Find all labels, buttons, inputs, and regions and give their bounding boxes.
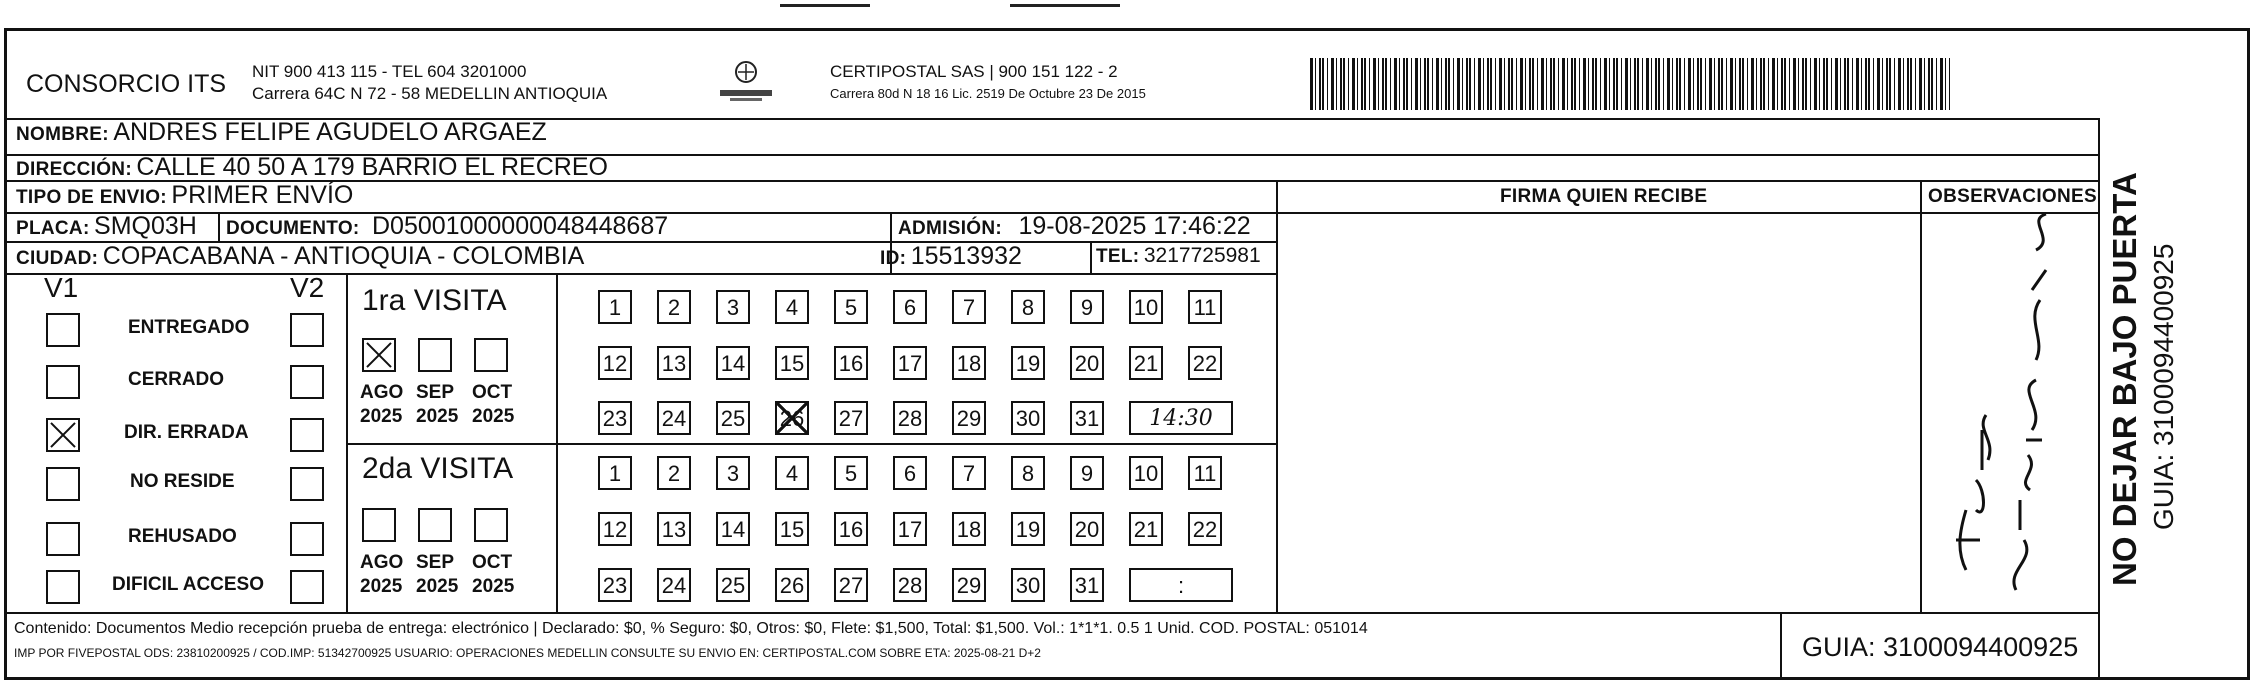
year-label: 2025 <box>416 576 459 597</box>
v1-checkbox[interactable] <box>46 467 80 501</box>
documento-label: DOCUMENTO: <box>226 218 360 239</box>
v1-checkbox[interactable] <box>46 570 80 604</box>
month-checkbox[interactable] <box>418 338 452 372</box>
second-visit-day[interactable]: 25 <box>716 568 750 602</box>
first-visit-day[interactable]: 18 <box>952 346 986 380</box>
second-visit-day[interactable]: 5 <box>834 456 868 490</box>
month-label: OCT <box>472 382 513 403</box>
first-visit-day[interactable]: 3 <box>716 290 750 324</box>
ciudad-row <box>16 242 584 271</box>
second-visit-day[interactable]: 19 <box>1011 512 1045 546</box>
firma-label: FIRMA QUIEN RECIBE <box>1500 186 1708 207</box>
first-visit-day[interactable]: 31 <box>1070 401 1104 435</box>
first-visit-day[interactable]: 29 <box>952 401 986 435</box>
status-option-label: NO RESIDE <box>130 471 235 492</box>
row-divider <box>6 273 1278 275</box>
first-visit-day[interactable]: 11 <box>1188 290 1222 324</box>
tel-row <box>1096 244 1261 268</box>
direccion-value: CALLE 40 50 A 179 BARRIO EL RECREO <box>136 153 608 181</box>
second-visit-day[interactable]: 29 <box>952 568 986 602</box>
first-visit-day[interactable]: 22 <box>1188 346 1222 380</box>
top-rule <box>780 4 870 7</box>
first-visit-day[interactable]: 23 <box>598 401 632 435</box>
handwritten-observation <box>1936 210 2086 610</box>
v2-label: V2 <box>290 272 325 303</box>
id-row <box>880 242 1022 271</box>
second-visit-day[interactable]: 15 <box>775 512 809 546</box>
v1-checkbox[interactable] <box>46 365 80 399</box>
id-label: ID: <box>880 248 907 269</box>
v2-checkbox[interactable] <box>290 522 324 556</box>
second-visit-day[interactable]: 9 <box>1070 456 1104 490</box>
nombre-label: NOMBRE: <box>16 124 109 145</box>
side-warning: NO DEJAR BAJO PUERTA <box>2106 172 2143 586</box>
visit-divider <box>346 443 1278 445</box>
col-divider <box>1090 241 1092 273</box>
first-visit-day[interactable]: 12 <box>598 346 632 380</box>
v2-checkbox[interactable] <box>290 313 324 347</box>
first-visit-day[interactable]: 16 <box>834 346 868 380</box>
second-visit-day[interactable]: 28 <box>893 568 927 602</box>
first-visit-day[interactable]: 8 <box>1011 290 1045 324</box>
month-label: AGO <box>360 382 404 403</box>
year-label: 2025 <box>360 406 403 427</box>
second-visit-day[interactable]: 26 <box>775 568 809 602</box>
first-visit-day[interactable]: 26 <box>775 401 809 435</box>
first-visit-day[interactable]: 10 <box>1129 290 1163 324</box>
tel-label: TEL: <box>1096 246 1140 267</box>
second-visit-day[interactable]: 1 <box>598 456 632 490</box>
second-visit-title: 2da VISITA <box>362 452 514 485</box>
tel-value: 3217725981 <box>1143 244 1261 267</box>
year-label: 2025 <box>472 406 515 427</box>
first-visit-day[interactable]: 2 <box>657 290 691 324</box>
col-divider <box>1276 180 1278 612</box>
placa-label: PLACA: <box>16 218 90 239</box>
second-visit-day[interactable]: 16 <box>834 512 868 546</box>
first-visit-day[interactable]: 24 <box>657 401 691 435</box>
certipostal-logo <box>716 58 776 104</box>
month-checkbox[interactable] <box>474 338 508 372</box>
second-visit-day[interactable]: 23 <box>598 568 632 602</box>
footer-line-2: IMP POR FIVEPOSTAL ODS: 23810200925 / COD.IMP: 51342700925 USUARIO: OPERACIONES MEDELLIN CONSULTE SU ENVIO EN: CERTIPOSTAL.COM SOBRE ETA: 2025-08-21 D+2 <box>14 646 1041 660</box>
top-rule <box>1010 4 1120 7</box>
year-label: 2025 <box>360 576 403 597</box>
first-visit-title: 1ra VISITA <box>362 284 507 317</box>
second-visit-day[interactable]: 13 <box>657 512 691 546</box>
status-option-label: REHUSADO <box>128 526 237 547</box>
ciudad-value: COPACABANA - ANTIOQUIA - COLOMBIA <box>102 242 585 270</box>
tipo-row <box>16 181 353 210</box>
month-label: AGO <box>360 552 404 573</box>
documento-value: D05001000000048448687 <box>372 212 669 240</box>
row-divider <box>6 612 2100 614</box>
company-line-2: Carrera 64C N 72 - 58 MEDELLIN ANTIOQUIA <box>252 84 608 103</box>
first-visit-day[interactable]: 6 <box>893 290 927 324</box>
footer-guia: GUIA: 3100094400925 <box>1802 632 2079 662</box>
second-visit-day[interactable]: 12 <box>598 512 632 546</box>
second-visit-day[interactable]: 3 <box>716 456 750 490</box>
admision-label: ADMISIÓN: <box>898 218 1003 239</box>
month-checkbox[interactable] <box>418 508 452 542</box>
right-border <box>2098 118 2100 680</box>
v1-checkbox[interactable] <box>46 418 80 452</box>
month-checkbox[interactable] <box>474 508 508 542</box>
first-visit-day[interactable]: 15 <box>775 346 809 380</box>
month-label: SEP <box>416 552 455 573</box>
second-visit-day[interactable]: 27 <box>834 568 868 602</box>
v2-checkbox[interactable] <box>290 467 324 501</box>
year-label: 2025 <box>416 406 459 427</box>
first-visit-day[interactable]: 28 <box>893 401 927 435</box>
direccion-row <box>16 153 608 182</box>
second-visit-day[interactable]: 2 <box>657 456 691 490</box>
v2-checkbox[interactable] <box>290 365 324 399</box>
carrier-line-1: CERTIPOSTAL SAS | 900 151 122 - 2 <box>830 62 1118 81</box>
v1-checkbox[interactable] <box>46 522 80 556</box>
second-visit-day[interactable]: 21 <box>1129 512 1163 546</box>
second-visit-day[interactable]: 14 <box>716 512 750 546</box>
observaciones-label: OBSERVACIONES <box>1928 186 2097 207</box>
first-visit-day[interactable]: 17 <box>893 346 927 380</box>
documento-row <box>226 212 668 241</box>
month-label: OCT <box>472 552 513 573</box>
admision-value: 19-08-2025 17:46:22 <box>1018 212 1251 240</box>
second-visit-day[interactable]: 8 <box>1011 456 1045 490</box>
month-checkbox[interactable] <box>362 338 396 372</box>
second-visit-day[interactable]: 20 <box>1070 512 1104 546</box>
carrier-line-2: Carrera 80d N 18 16 Lic. 2519 De Octubre 23 De 2015 <box>830 86 1146 101</box>
company-name: CONSORCIO ITS <box>26 70 227 98</box>
second-visit-day[interactable]: 11 <box>1188 456 1222 490</box>
tipo-label: TIPO DE ENVIO: <box>16 187 167 208</box>
handwritten-observation-svg <box>1936 210 2086 610</box>
ciudad-label: CIUDAD: <box>16 248 99 269</box>
second-visit-day[interactable]: 7 <box>952 456 986 490</box>
first-visit-time[interactable]: 14:30 <box>1129 401 1233 435</box>
first-visit-day[interactable]: 13 <box>657 346 691 380</box>
side-guia: GUIA: 3100094400925 <box>2148 243 2179 530</box>
nombre-value: ANDRES FELIPE AGUDELO ARGAEZ <box>113 118 547 146</box>
footer-line-1: Contenido: Documentos Medio recepción prueba de entrega: electrónico | Declarado: $0, % Seguro: $0, Otros: $0, Flete: $1,500, Total: $1,500. Vol.: 1*1*1. 0.5 1 Unid. COD. POSTAL: 051014 <box>14 620 1368 637</box>
tipo-value: PRIMER ENVÍO <box>171 181 354 209</box>
second-visit-day[interactable]: 17 <box>893 512 927 546</box>
first-visit-day[interactable]: 20 <box>1070 346 1104 380</box>
col-divider <box>1780 612 1782 680</box>
month-label: SEP <box>416 382 455 403</box>
v2-checkbox[interactable] <box>290 418 324 452</box>
year-label: 2025 <box>472 576 515 597</box>
admision-row <box>898 212 1251 241</box>
first-visit-day[interactable]: 19 <box>1011 346 1045 380</box>
v1-checkbox[interactable] <box>46 313 80 347</box>
col-divider <box>218 212 220 242</box>
second-visit-day[interactable]: 30 <box>1011 568 1045 602</box>
first-visit-day[interactable]: 5 <box>834 290 868 324</box>
status-option-label: DIFICIL ACCESO <box>112 574 265 595</box>
first-visit-day[interactable]: 4 <box>775 290 809 324</box>
first-visit-day[interactable]: 1 <box>598 290 632 324</box>
col-divider <box>1920 180 1922 612</box>
first-visit-day[interactable]: 21 <box>1129 346 1163 380</box>
second-visit-day[interactable]: 4 <box>775 456 809 490</box>
month-checkbox[interactable] <box>362 508 396 542</box>
first-visit-day[interactable]: 14 <box>716 346 750 380</box>
id-value: 15513932 <box>910 242 1022 270</box>
status-option-label: DIR. ERRADA <box>124 422 249 443</box>
v2-checkbox[interactable] <box>290 570 324 604</box>
second-visit-day[interactable]: 24 <box>657 568 691 602</box>
placa-value: SMQ03H <box>94 212 197 240</box>
nombre-row <box>16 118 547 147</box>
first-visit-day[interactable]: 7 <box>952 290 986 324</box>
second-visit-time[interactable]: : <box>1129 568 1233 602</box>
first-visit-day[interactable]: 30 <box>1011 401 1045 435</box>
v1-label: V1 <box>44 272 79 303</box>
status-option-label: CERRADO <box>128 369 225 390</box>
first-visit-day[interactable]: 25 <box>716 401 750 435</box>
company-line-1: NIT 900 413 115 - TEL 604 3201000 <box>252 62 527 81</box>
second-visit-day[interactable]: 31 <box>1070 568 1104 602</box>
placa-row <box>16 212 197 241</box>
second-visit-day[interactable]: 18 <box>952 512 986 546</box>
barcode <box>1310 58 1950 110</box>
direccion-label: DIRECCIÓN: <box>16 159 132 180</box>
first-visit-day[interactable]: 9 <box>1070 290 1104 324</box>
second-visit-day[interactable]: 6 <box>893 456 927 490</box>
second-visit-day[interactable]: 10 <box>1129 456 1163 490</box>
first-visit-day[interactable]: 27 <box>834 401 868 435</box>
status-option-label: ENTREGADO <box>128 317 250 338</box>
second-visit-day[interactable]: 22 <box>1188 512 1222 546</box>
